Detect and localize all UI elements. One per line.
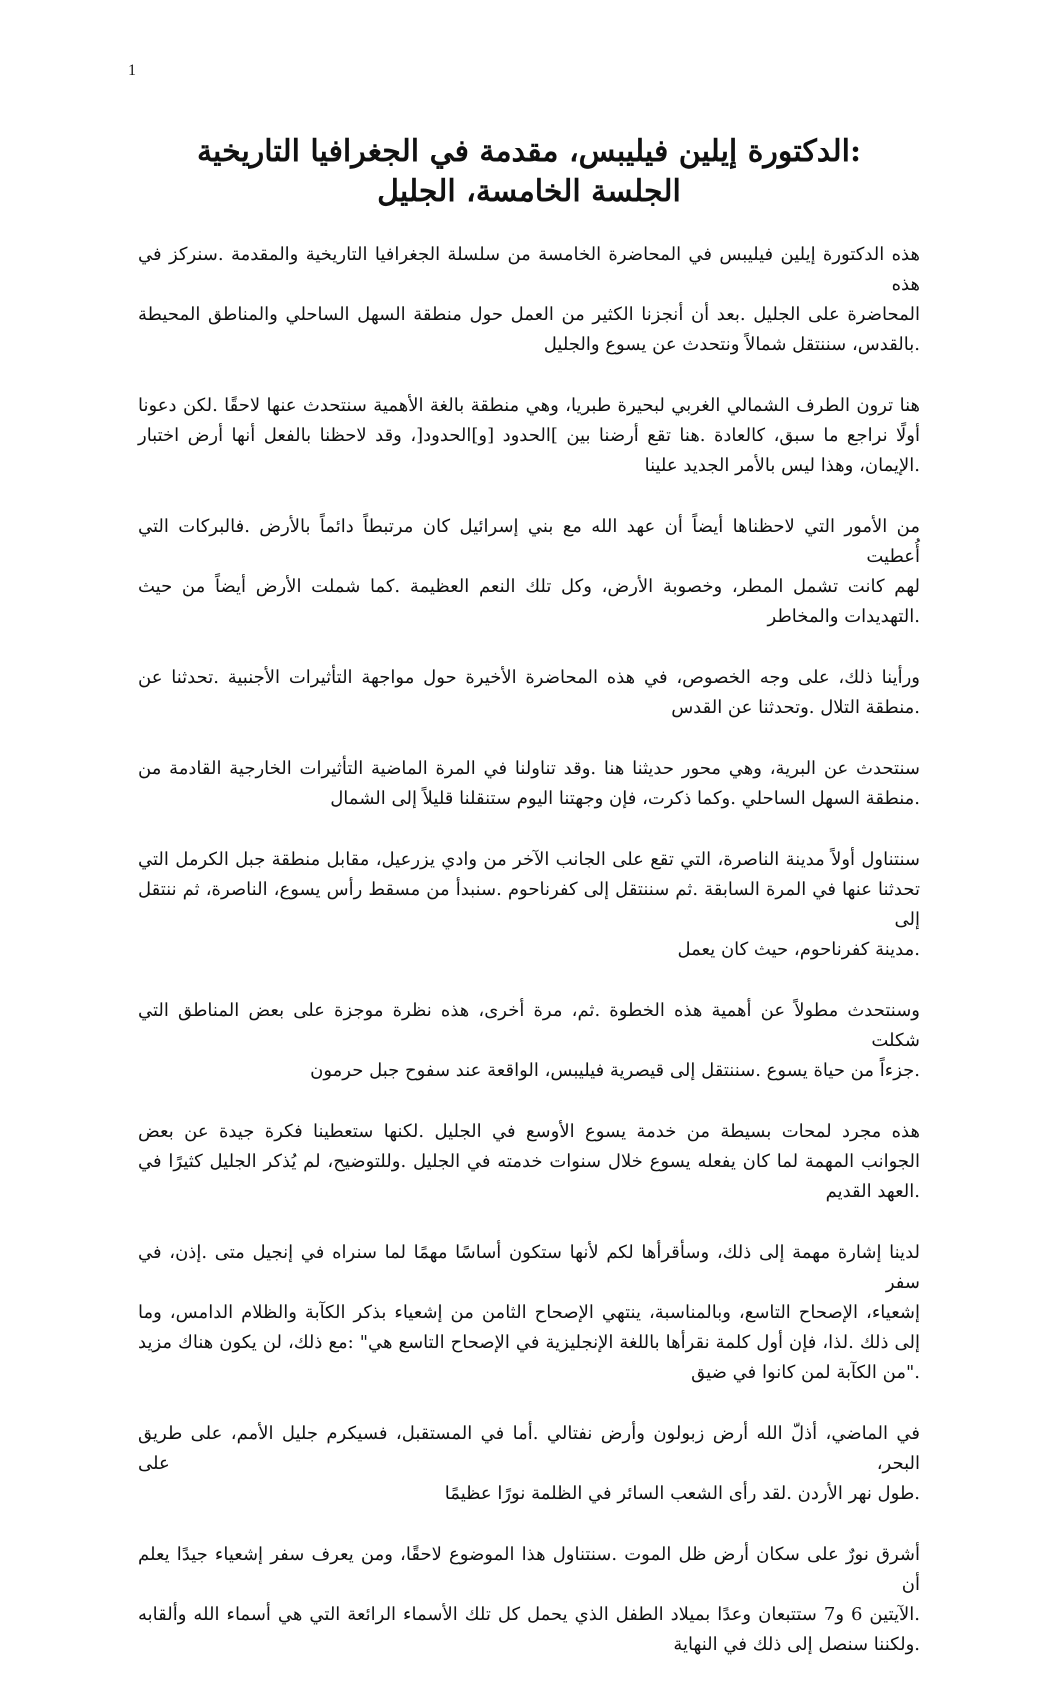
paragraph-5 [138, 754, 920, 814]
paragraph-line: من الأمور التي لاحظناها أيضاً أن عهد الله مع بني إسرائيل كان مرتبطاً دائماً بالأرض .فالبركات التي أُعطيت [138, 516, 920, 567]
page-number: 1 [128, 62, 136, 79]
paragraph-line: لهم كانت تشمل المطر، وخصوبة الأرض، وكل تلك النعم العظيمة .كما شملت الأرض أيضاً من حيث [138, 576, 920, 597]
paragraph-1 [138, 240, 920, 360]
paragraph-4 [138, 663, 920, 723]
document-body [138, 240, 920, 1691]
paragraph-line: .الآيتين 6 و7 ستتبعان وعدًا بميلاد الطفل الذي يحمل كل تلك الأسماء الرائعة التي هي أسماء الله وألقابه [138, 1604, 920, 1625]
title-line-2: الجلسة الخامسة، الجليل [377, 173, 681, 209]
paragraph-line: .طول نهر الأردن .لقد رأى الشعب السائر في الظلمة نورًا عظيمًا [444, 1483, 920, 1504]
paragraph-line: في الماضي، أذلّ الله أرض زبولون وأرض نفتالي .أما في المستقبل، فسيكرم جليل الأمم، على طريق البحر، على [138, 1423, 920, 1474]
paragraph-line: .منطقة السهل الساحلي .وكما ذكرت، فإن وجهتنا اليوم ستنقلنا قليلاً إلى الشمال [330, 788, 920, 809]
paragraph-8 [138, 1117, 920, 1207]
paragraph-line: وسنتحدث مطولاً عن أهمية هذه الخطوة .ثم، مرة أخرى، هذه نظرة موجزة على بعض المناطق التي شكلت [138, 1000, 920, 1051]
paragraph-line: لدينا إشارة مهمة إلى ذلك، وسأقرأها لكم لأنها ستكون أساسًا مهمًا لما سنراه في إنجيل متى .إذن، في سفر [138, 1242, 920, 1293]
paragraph-line: أشرق نورٌ على سكان أرض ظل الموت .سنتناول هذا الموضوع لاحقًا، ومن يعرف سفر إشعياء جيدًا يعلم أن [138, 1544, 920, 1595]
paragraph-line: أولًا نراجع ما سبق، كالعادة .هنا تقع أرضنا بين ]الحدود [و]الحدود[، وقد لاحظنا بالفعل أنها أرض اختبار [138, 425, 920, 446]
paragraph-line: .جزءاً من حياة يسوع .سننتقل إلى قيصرية فيليبس، الواقعة عند سفوح جبل حرمون [310, 1060, 920, 1081]
paragraph-line: ."من الكآبة لمن كانوا في ضيق [691, 1362, 920, 1383]
paragraph-7 [138, 996, 920, 1086]
paragraph-line: هذه الدكتورة إيلين فيليبس في المحاضرة الخامسة من سلسلة الجغرافيا التاريخية والمقدمة .سنركز في هذه [138, 244, 920, 295]
paragraph-line: ورأينا ذلك، على وجه الخصوص، في هذه المحاضرة الأخيرة حول مواجهة التأثيرات الأجنبية .تحدثنا عن [138, 667, 920, 688]
paragraph-line: إلى ذلك .لذا، فإن أول كلمة نقرأها باللغة الإنجليزية في الإصحاح التاسع هي" :مع ذلك، لن يكون هناك مزيد [138, 1332, 920, 1353]
paragraph-11 [138, 1540, 920, 1660]
paragraph-line: سنتحدث عن البرية، وهي محور حديثنا هنا .وقد تناولنا في المرة الماضية التأثيرات الخارجية القادمة من [138, 758, 920, 779]
paragraph-line: سنتناول أولاً مدينة الناصرة، التي تقع على الجانب الآخر من وادي يزرعيل، مقابل منطقة جبل الكرمل التي [138, 849, 920, 870]
paragraph-6 [138, 845, 920, 965]
paragraph-2 [138, 391, 920, 481]
paragraph-line: إشعياء، الإصحاح التاسع، وبالمناسبة، ينتهي الإصحاح الثامن من إشعياء بذكر الكآبة والظلام الدامس، وما [138, 1302, 920, 1323]
paragraph-line: .العهد القديم [825, 1181, 920, 1202]
paragraph-line: .ولكننا سنصل إلى ذلك في النهاية [673, 1634, 920, 1655]
title-line-1: :الدكتورة إيلين فيليبس، مقدمة في الجغرافيا التاريخية [196, 134, 862, 169]
paragraph-3 [138, 512, 920, 632]
document-title [150, 132, 908, 211]
paragraph-10 [138, 1419, 920, 1509]
paragraph-line: هذه مجرد لمحات بسيطة من خدمة يسوع الأوسع في الجليل .لكنها ستعطينا فكرة جيدة عن بعض [138, 1121, 920, 1142]
paragraph-line: .التهديدات والمخاطر [767, 606, 920, 627]
paragraph-9 [138, 1238, 920, 1388]
paragraph-line: .منطقة التلال .وتحدثنا عن القدس [671, 697, 920, 718]
paragraph-line: تحدثنا عنها في المرة السابقة .ثم سننتقل إلى كفرناحوم .سنبدأ من مسقط رأس يسوع، الناصرة، ثم ننتقل إلى [138, 879, 920, 930]
paragraph-line: .بالقدس، سننتقل شمالاً ونتحدث عن يسوع والجليل [543, 334, 920, 355]
paragraph-line: المحاضرة على الجليل .بعد أن أنجزنا الكثير من العمل حول منطقة السهل الساحلي والمناطق المحيطة [138, 304, 920, 325]
paragraph-line: .الإيمان، وهذا ليس بالأمر الجديد علينا [644, 455, 920, 476]
paragraph-line: الجوانب المهمة لما كان يفعله يسوع خلال سنوات خدمته في الجليل .وللتوضيح، لم يُذكر الجليل كثيرًا في [138, 1151, 920, 1172]
paragraph-line: هنا ترون الطرف الشمالي الغربي لبحيرة طبريا، وهي منطقة بالغة الأهمية سنتحدث عنها لاحقًا .لكن دعونا [138, 395, 920, 416]
paragraph-line: .مدينة كفرناحوم، حيث كان يعمل [677, 939, 920, 960]
